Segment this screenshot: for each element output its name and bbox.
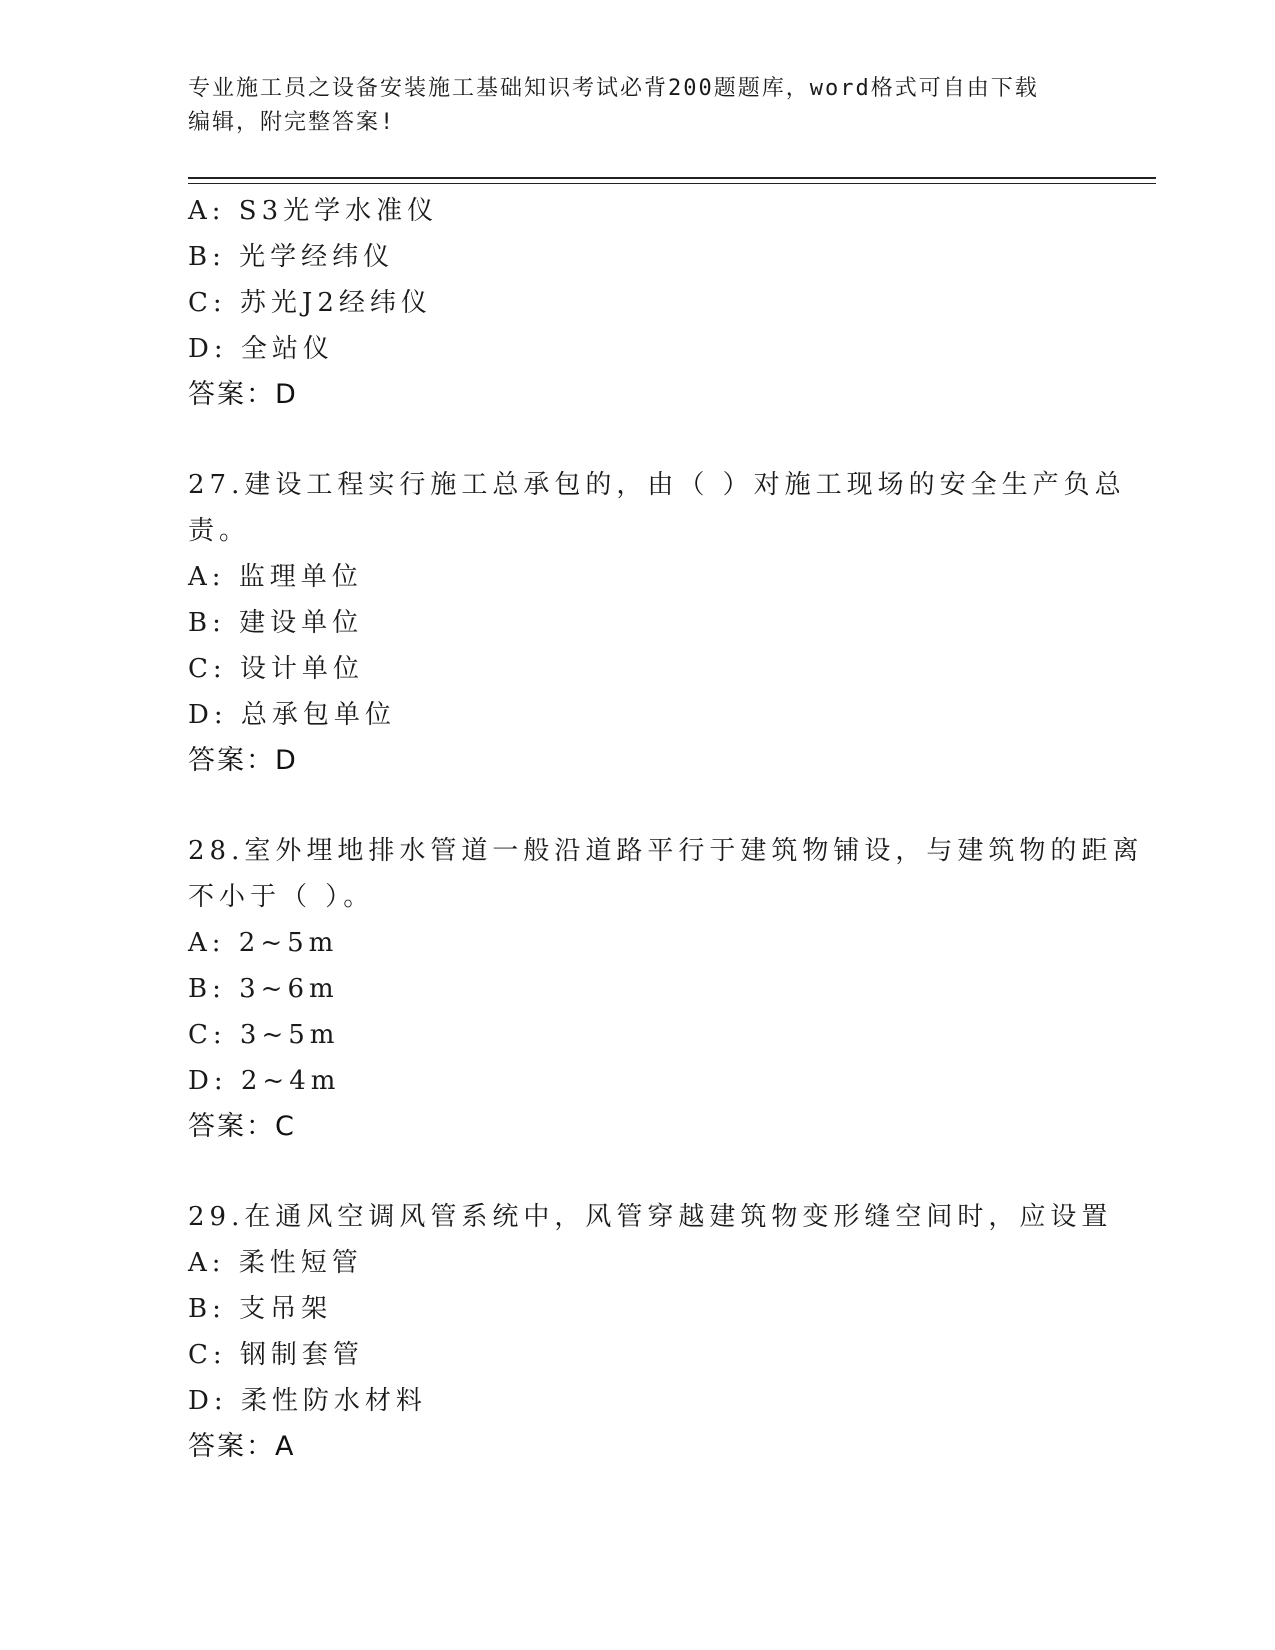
answer-line: 答案：C	[188, 1111, 296, 1142]
option-a: A: 2~5m	[188, 928, 339, 958]
option-c: C: 苏光J2经纬仪	[188, 288, 432, 318]
question-28	[188, 828, 1144, 1150]
spacer	[188, 784, 1088, 828]
option-d: D: 2~4m	[188, 1066, 341, 1096]
question-26	[188, 188, 1088, 418]
question-stem-continued: 责。	[188, 516, 251, 546]
option-d: D: 柔性防水材料	[188, 1386, 427, 1416]
option-c: C: 钢制套管	[188, 1340, 364, 1370]
question-29	[188, 1194, 1113, 1470]
option-a: A: S3光学水准仪	[188, 196, 439, 226]
question-stem: 27.建设工程实行施工总承包的，由（ ）对施工现场的安全生产负总	[188, 470, 1126, 500]
option-c: C: 设计单位	[188, 654, 364, 684]
header-line-2: 编辑，附完整答案!	[188, 110, 396, 135]
answer-line: 答案：D	[188, 379, 298, 410]
option-b: B: 3~6m	[188, 974, 339, 1004]
header-rule-bottom	[188, 183, 1156, 184]
header-rule-top	[188, 177, 1156, 179]
option-b: B: 光学经纬仪	[188, 242, 395, 272]
question-stem: 28.室外埋地排水管道一般沿道路平行于建筑物铺设，与建筑物的距离	[188, 836, 1144, 866]
option-d: D: 全站仪	[188, 334, 334, 364]
spacer	[188, 1150, 1088, 1194]
option-c: C: 3~5m	[188, 1020, 340, 1050]
document-header	[188, 72, 1068, 140]
option-d: D: 总承包单位	[188, 700, 396, 730]
question-list	[188, 188, 1144, 1470]
question-27	[188, 462, 1126, 784]
question-stem-continued: 不小于（ ）。	[188, 882, 375, 912]
option-b: B: 建设单位	[188, 608, 364, 638]
option-a: A: 监理单位	[188, 562, 363, 592]
answer-line: 答案：A	[188, 1431, 296, 1462]
answer-line: 答案：D	[188, 745, 298, 776]
option-a: A: 柔性短管	[188, 1248, 363, 1278]
spacer	[188, 418, 1088, 462]
option-b: B: 支吊架	[188, 1294, 333, 1324]
question-stem: 29.在通风空调风管系统中，风管穿越建筑物变形缝空间时，应设置	[188, 1202, 1113, 1232]
header-line-1: 专业施工员之设备安装施工基础知识考试必背200题题库，word格式可自由下载	[188, 76, 1039, 101]
